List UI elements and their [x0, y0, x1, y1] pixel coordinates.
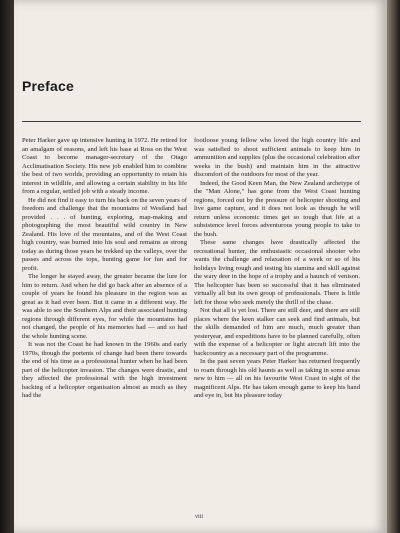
page-number: viii [195, 514, 204, 520]
page-title: Preface [22, 78, 74, 94]
paragraph: Indeed, the Good Keen Man, the New Zealand archetype of the "Man Alone," has gone from the West Coast hunting regions, forced out by the pressure of helicopter shooting and live game capture, and it does not look as though he will return unless economic times get so tough that life at a subsistence level forces adventurous young people to take to the bush. [194, 179, 360, 238]
title-rule [22, 121, 361, 122]
text-column-left [22, 137, 187, 401]
paragraph: footloose young fellow who loved the high country life and was satisfied to shoot sufficient animals to keep him in ammunition and supplies (plus the occasional celebration after weeks in the bush) and maintain him in the attractive discomfort of the outdoors for most of the year. [194, 137, 360, 179]
book-cover-edge [387, 0, 400, 533]
text-column-right [194, 137, 360, 401]
paragraph: Peter Harker gave up intensive hunting in 1972. He retired for an amalgam of reasons, and left his base at Ross on the West Coast to become manager-secretary of the Otago Acclimatisation Society. His new job enabled him to combine the best of two worlds, providing an opportunity to retain his interest in wildlife, and allowing a certain stability in his life from a regular, settled job with a steady income. [22, 137, 187, 196]
paragraph: The longer he stayed away, the greater became the lure for him to return. And when he did go back after an absence of a couple of years he found his pleasure in the region was as great as it had ever been. But it came in a different way. He was able to see the Southern Alps and their associated hunting regions through different eyes, for while the mountains had not changed, the people of his memories had — and so had the whole hunting scene. [22, 273, 187, 340]
book-spine-shadow [0, 0, 14, 533]
paragraph: It was not the Coast he had known in the 1960s and early 1970s, though the portents of change had been there towards the end of his time as a professional hunter when he had been part of the helicopter invasion. The changes were drastic, and they affected the professional with the high investment backing of a helicopter organisation almost as much as they had the [22, 341, 187, 400]
paragraph: He did not find it easy to turn his back on the seven years of freedom and challenge that the mountains of Westland had provided . . . of hunting, exploring, map-making and photographing the most beautiful wild country in New Zealand. His love of the mountains, and of the West Coast high country, was burned into his soul and remains as strong today as during those years he trekked up the valleys, over the passes and across the tops, hunting game for fun and for profit. [22, 196, 187, 272]
paragraph: These same changes have drastically affected the recreational hunter, the enthusiastic occasional shooter who wants the challenge and relaxation of a week or so of his holidays living rough and testing his stamina and skill against the wary deer in the hope of a trophy and a haunch of venison. The helicopter has been so successful that it has eliminated virtually all but its own group of professionals. There is little left for those who seek merely the thrill of the chase. [194, 239, 360, 306]
paragraph: In the past seven years Peter Harker has returned frequently to roam through his old haunts as well as taking in some areas new to him — all on his favourite West Coast in sight of the magnificent Alps. He has taken enough game to keep his hand and eye in, but his pleasure today [194, 358, 360, 400]
paragraph: Not that all is yet lost. There are still deer, and there are still places where the keen stalker can seek and find animals, but the skills demanded of him are much, much greater than yesteryear, and expeditions have to be planned carefully, often with the expense of a helicopter or light aircraft lift into the backcountry as a necessary part of the programme. [194, 307, 360, 357]
